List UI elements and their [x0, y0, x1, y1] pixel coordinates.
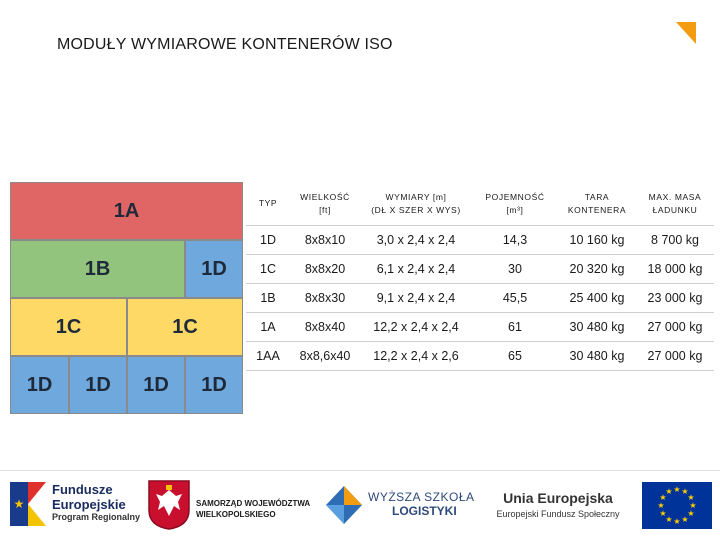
header-tara: TARA KONTENERA	[558, 182, 636, 226]
cell: 12,2 x 2,4 x 2,6	[360, 342, 472, 371]
cell: 65	[472, 342, 558, 371]
svg-text:★: ★	[687, 493, 695, 502]
cell: 1C	[246, 255, 290, 284]
svg-text:★: ★	[681, 515, 689, 524]
svg-text:★: ★	[659, 493, 667, 502]
block-1d: 1D	[127, 356, 185, 414]
ue-line2: Europejski Fundusz Społeczny	[496, 509, 620, 519]
fe-line2: Europejskie	[52, 497, 126, 512]
cell: 8x8x20	[290, 255, 360, 284]
header-wymiary: WYMIARY [m] (DŁ X SZER X WYS)	[360, 182, 472, 226]
table-row	[246, 342, 714, 371]
cell: 30	[472, 255, 558, 284]
logo-samorzad-wojewodztwa	[148, 480, 323, 532]
container-table	[246, 182, 714, 371]
cell: 61	[472, 313, 558, 342]
cell: 9,1 x 2,4 x 2,4	[360, 284, 472, 313]
cell: 8x8x30	[290, 284, 360, 313]
svg-text:★: ★	[687, 509, 695, 518]
svg-text:★: ★	[13, 497, 25, 511]
block-1b: 1B	[10, 240, 185, 298]
cell: 45,5	[472, 284, 558, 313]
block-1d: 1D	[10, 356, 69, 414]
svg-text:★: ★	[665, 487, 673, 496]
cell: 30 480 kg	[558, 342, 636, 371]
logo-fundusze-europejskie	[10, 478, 145, 533]
block-1d: 1D	[185, 356, 243, 414]
svg-text:★: ★	[665, 515, 673, 524]
block-1c: 1C	[127, 298, 243, 356]
cell: 1B	[246, 284, 290, 313]
svg-text:★: ★	[659, 509, 667, 518]
svg-text:★: ★	[657, 501, 665, 510]
header-typ: TYP	[246, 182, 290, 226]
logo-wyzsza-szkola-logistyki	[326, 484, 486, 528]
cell: 30 480 kg	[558, 313, 636, 342]
cell: 1AA	[246, 342, 290, 371]
header-pojemnosc: POJEMNOŚĆ [m³]	[472, 182, 558, 226]
table-row	[246, 313, 714, 342]
header-max-masa: MAX. MASA ŁADUNKU	[636, 182, 714, 226]
header-wielkosc: WIELKOŚĆ [ft]	[290, 182, 360, 226]
wsl-line1: WYŻSZA SZKOŁA	[368, 490, 475, 504]
block-1d: 1D	[185, 240, 243, 298]
fe-line3: Program Regionalny	[52, 512, 141, 522]
cell: 1A	[246, 313, 290, 342]
footer-divider	[0, 470, 720, 471]
cell: 18 000 kg	[636, 255, 714, 284]
cell: 23 000 kg	[636, 284, 714, 313]
logo-unia-europejska-text	[488, 490, 628, 526]
table-header-row	[246, 182, 714, 226]
cell: 14,3	[472, 226, 558, 255]
table-row	[246, 226, 714, 255]
cell: 8x8x40	[290, 313, 360, 342]
table-row	[246, 284, 714, 313]
cell: 10 160 kg	[558, 226, 636, 255]
cell: 8x8x10	[290, 226, 360, 255]
wsl-line2: LOGISTYKI	[392, 504, 457, 518]
page-title: MODUŁY WYMIAROWE KONTENERÓW ISO	[57, 36, 393, 53]
cell: 3,0 x 2,4 x 2,4	[360, 226, 472, 255]
cell: 1D	[246, 226, 290, 255]
svg-text:★: ★	[689, 501, 697, 510]
cell: 27 000 kg	[636, 342, 714, 371]
block-1c: 1C	[10, 298, 127, 356]
coat-of-arms-icon	[148, 480, 190, 530]
svg-text:★: ★	[673, 517, 681, 526]
fe-line1: Fundusze	[52, 482, 113, 497]
cell: 6,1 x 2,4 x 2,4	[360, 255, 472, 284]
cell: 25 400 kg	[558, 284, 636, 313]
block-1a: 1A	[10, 182, 243, 240]
cell: 27 000 kg	[636, 313, 714, 342]
container-diagram	[10, 182, 243, 414]
sw-line1: SAMORZĄD WOJEWÓDZTWA	[196, 499, 311, 508]
wsl-logo-icon	[326, 486, 362, 524]
table-row	[246, 255, 714, 284]
svg-text:★: ★	[681, 487, 689, 496]
cell: 20 320 kg	[558, 255, 636, 284]
cell: 8x8,6x40	[290, 342, 360, 371]
fe-flag-icon	[10, 482, 46, 526]
eu-flag-icon	[642, 482, 712, 529]
ue-line1: Unia Europejska	[503, 490, 613, 506]
corner-triangle-icon	[676, 22, 696, 44]
cell: 12,2 x 2,4 x 2,4	[360, 313, 472, 342]
sw-line2: WIELKOPOLSKIEGO	[196, 510, 276, 519]
block-1d: 1D	[69, 356, 127, 414]
svg-text:★: ★	[673, 485, 681, 494]
cell: 8 700 kg	[636, 226, 714, 255]
